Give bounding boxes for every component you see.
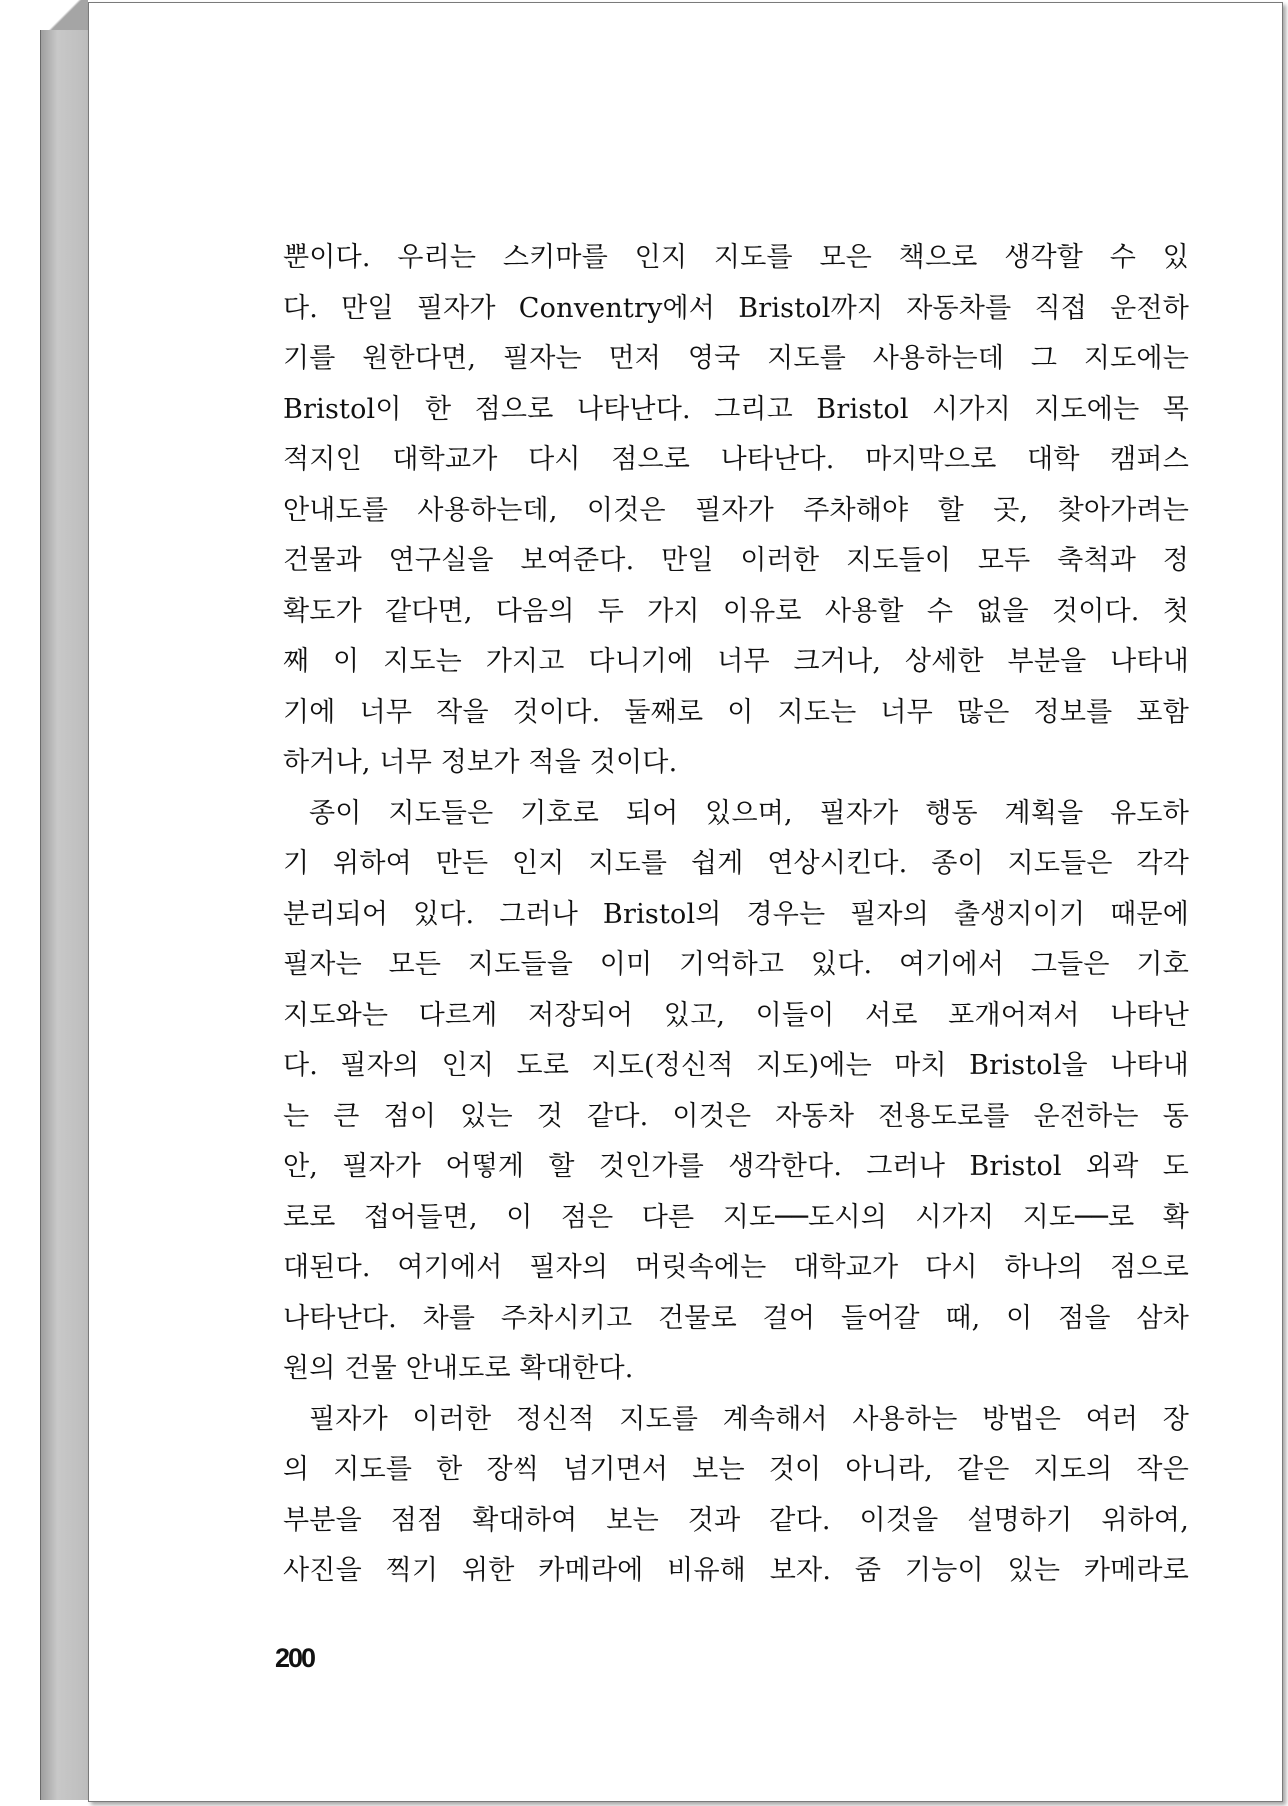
- text-line: 종이 지도들은 기호로 되어 있으며, 필자가 행동 계획을 유도하: [309, 797, 1189, 829]
- page-number: 200: [275, 1643, 315, 1673]
- paragraph-1: [283, 233, 1189, 789]
- text-line: 의 지도를 한 장씩 넘기면서 보는 것이 아니라, 같은 지도의 작은: [283, 1454, 1189, 1485]
- text-line: 안, 필자가 어떻게 할 것인가를 생각한다. 그러나 Bristol 외곽 도: [283, 1151, 1189, 1182]
- page: [88, 2, 1283, 1802]
- book-spine: [40, 30, 88, 1800]
- text-line: 원의 건물 안내도로 확대한다.: [283, 1353, 634, 1384]
- text-line: Bristol이 한 점으로 나타난다. 그리고 Bristol 시가지 지도에는 목: [283, 393, 1189, 425]
- text-line: 지도와는 다르게 저장되어 있고, 이들이 서로 포개어져서 나타난: [283, 999, 1189, 1031]
- text-line: 분리되어 있다. 그러나 Bristol의 경우는 필자의 출생지이기 때문에: [283, 898, 1189, 930]
- text-line: 건물과 연구실을 보여준다. 만일 이러한 지도들이 모두 축척과 정: [283, 545, 1189, 576]
- text-line: 는 큰 점이 있는 것 같다. 이것은 자동차 전용도로를 운전하는 동: [283, 1100, 1189, 1132]
- text-line: 필자는 모든 지도들을 이미 기억하고 있다. 여기에서 그들은 기호: [283, 949, 1189, 980]
- text-line: 확도가 같다면, 다음의 두 가지 이유로 사용할 수 없을 것이다. 첫: [283, 595, 1189, 627]
- paragraph-2: [283, 789, 1189, 1395]
- text-line: 로로 접어들면, 이 점은 다른 지도──도시의 시가지 지도──로 확: [283, 1201, 1189, 1233]
- text-line: 뿐이다. 우리는 스키마를 인지 지도를 모은 책으로 생각할 수 있: [283, 242, 1189, 273]
- book: [40, 0, 1288, 1806]
- text-line: 대된다. 여기에서 필자의 머릿속에는 대학교가 다시 하나의 점으로: [283, 1252, 1189, 1283]
- text-line: 안내도를 사용하는데, 이것은 필자가 주차해야 할 곳, 찾아가려는: [283, 494, 1189, 526]
- book-spine-top: [40, 0, 88, 32]
- text-line: 다. 필자의 인지 도로 지도(정신적 지도)에는 마치 Bristol을 나타내: [283, 1050, 1189, 1081]
- text-line: 기 위하여 만든 인지 지도를 쉽게 연상시킨다. 종이 지도들은 각각: [283, 848, 1189, 879]
- text-line: 나타난다. 차를 주차시키고 건물로 걸어 들어갈 때, 이 점을 삼차: [283, 1302, 1189, 1334]
- text-line: 부분을 점점 확대하여 보는 것과 같다. 이것을 설명하기 위하여,: [283, 1504, 1189, 1536]
- text-line: 사진을 찍기 위한 카메라에 비유해 보자. 줌 기능이 있는 카메라로: [283, 1555, 1189, 1586]
- text-line: 적지인 대학교가 다시 점으로 나타난다. 마지막으로 대학 캠퍼스: [283, 444, 1189, 475]
- text-line: 기를 원한다면, 필자는 먼저 영국 지도를 사용하는데 그 지도에는: [283, 343, 1189, 374]
- paragraph-3: [283, 1395, 1189, 1597]
- text-line: 다. 만일 필자가 Conventry에서 Bristol까지 자동차를 직접 운전하: [283, 292, 1189, 324]
- body-text: [283, 233, 1189, 1597]
- text-line: 째 이 지도는 가지고 다니기에 너무 크거나, 상세한 부분을 나타내: [283, 646, 1189, 677]
- text-line: 필자가 이러한 정신적 지도를 계속해서 사용하는 방법은 여러 장: [309, 1403, 1189, 1435]
- text-line: 하거나, 너무 정보가 적을 것이다.: [283, 747, 678, 778]
- text-line: 기에 너무 작을 것이다. 둘째로 이 지도는 너무 많은 정보를 포함: [283, 696, 1189, 728]
